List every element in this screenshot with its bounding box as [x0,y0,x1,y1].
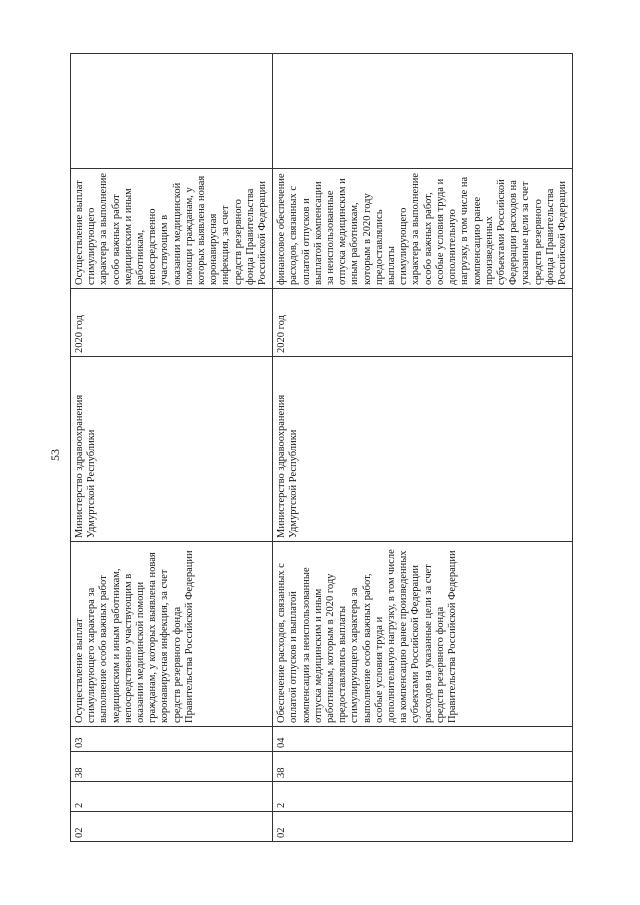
code-cell: 03 [71,727,273,752]
executor-cell: Министерство здравоохранения Удмуртской Республики [71,357,273,542]
year-cell: 2020 год [71,289,273,357]
page-number: 53 [48,449,62,461]
code-cell: 04 [273,727,573,752]
code-cell: 2 [71,782,273,812]
extra-cell [71,54,273,169]
code-cell: 38 [273,752,573,782]
rotated-table-container [70,54,568,842]
code-cell: 02 [71,812,273,842]
result-cell: Осуществление выплат стимулирующего характера за выполнение особо важных работ медицинским и иным работникам, непосредственно участвующим в оказании медицинской помощи гражданам, у которых выявлена новая коронавирусная инфекция, за счет средств резервного фонда Правительства Российской Федерации [71,169,273,289]
measure-name-cell: Обеспечение расходов, связанных с оплатой отпусков и выплатой компенсации за неиспользованные отпуска медицинским и иным работникам, которым в 2020 году предоставлялись выплаты стимулирующего характера за выполнение особо важных работ, особые условия труда и дополнительную нагрузку, в том числе на компенсацию ранее произведенных субъектами Российской Федерации расходов на указанные цели за счет средств резервного фонда Правительства Российской Федерации [273,542,573,727]
code-cell: 38 [71,752,273,782]
table-row [273,54,573,842]
code-cell: 02 [273,812,573,842]
year-cell: 2020 год [273,289,573,357]
extra-cell [273,54,573,169]
measure-name-cell: Осуществление выплат стимулирующего характера за выполнение особо важных работ медицинским и иным работникам, непосредственно участвующим в оказании медицинской помощи гражданам, у которых выявлена новая коронавирусная инфекция, за счет средств резервного фонда Правительства Российской Федерации [71,542,273,727]
code-cell: 2 [273,782,573,812]
table-row [71,54,273,842]
executor-cell: Министерство здравоохранения Удмуртской Республики [273,357,573,542]
result-cell: финансовое обеспечение расходов, связанных с оплатой отпусков и выплатой компенсации за неиспользованные отпуска медицинским и иным работникам, которым в 2020 году предоставлялись выплаты стимулирующего характера за выполнение особо важных работ, особые условия труда и дополнительную нагрузку, в том числе на компенсацию ранее произведенных субъектами Российской Федерации расходов на указанные цели за счет средств резервного фонда Правительства Российской Федерации [273,169,573,289]
program-table [70,53,573,842]
